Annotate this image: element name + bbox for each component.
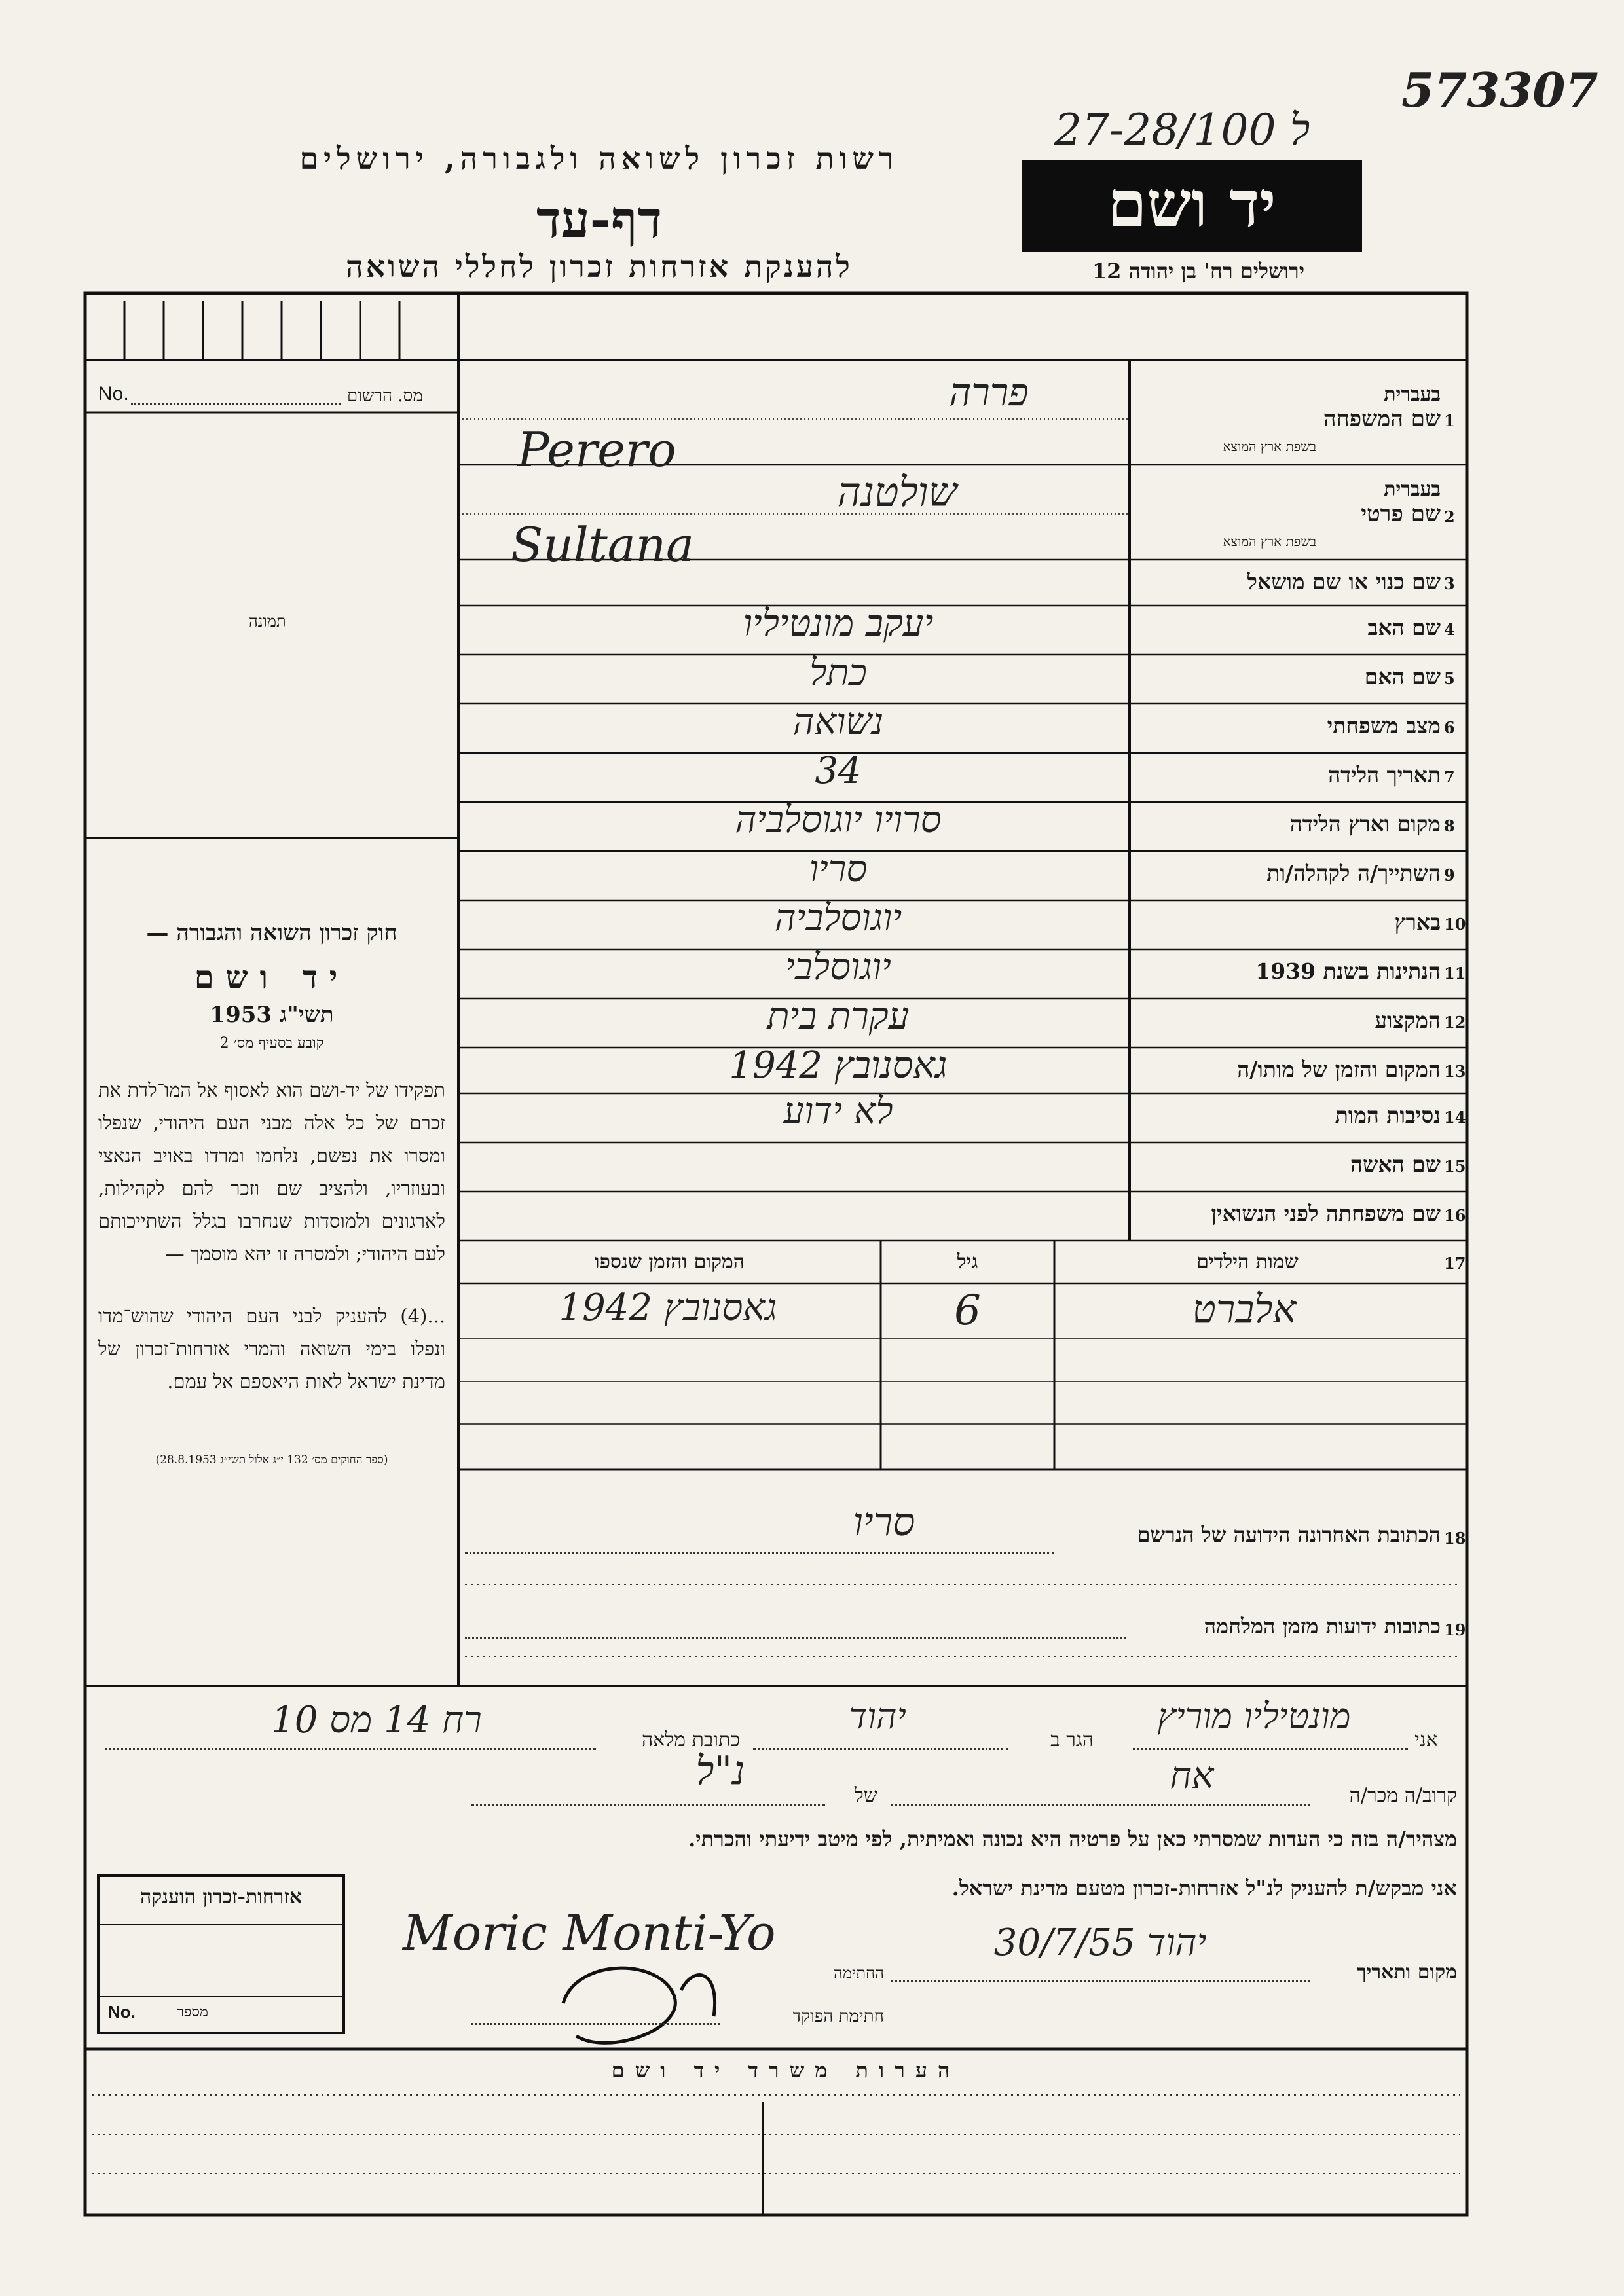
place-date-line — [891, 1980, 1310, 1982]
field-8-label: מקום וארץ הלידה — [1289, 811, 1441, 837]
field-1-number: 1 — [1444, 411, 1455, 430]
field-4-value: יעקב מונטיליו — [743, 602, 934, 645]
archive-number: 573307 — [1401, 62, 1598, 118]
field-3-label: שם כנוי או שם מושאל — [1247, 569, 1441, 594]
field-7-label: תאריך הלידה — [1328, 762, 1441, 788]
of-label: של — [854, 1784, 877, 1807]
official-signature-line — [471, 2023, 720, 2025]
field-19-line — [465, 1637, 1126, 1639]
field-1-value-native: Perero — [517, 422, 676, 477]
field-11-value: יוגוסלבי — [785, 946, 891, 989]
field-14-value: לא ידוע — [783, 1090, 893, 1133]
citizenship-no-en: No. — [108, 2002, 136, 2022]
field-2-label: שם פרטי — [1361, 501, 1441, 527]
relative-value: אח — [1170, 1755, 1214, 1797]
photo-label: תמונה — [249, 612, 286, 630]
field-18-value: סריו — [853, 1499, 915, 1545]
registration-number-label: מס. הרשום — [347, 386, 423, 406]
field-2-hebrew-sub: בעברית — [1384, 478, 1441, 501]
registration-no-en: No. — [98, 383, 129, 405]
field-19-number: 19 — [1444, 1620, 1466, 1639]
field-1-hebrew-sub: בעברית — [1384, 383, 1441, 406]
field-2-value-native: Sultana — [511, 517, 694, 572]
logo-address: ירושלים רח' בן יהודה 12 — [1092, 259, 1305, 283]
law-heading: חוק זכרון השואה והגבורה — — [146, 920, 397, 946]
field-6-value: נשואה — [792, 701, 884, 743]
field-15-number: 15 — [1444, 1157, 1466, 1176]
form-subtitle: להענקת אזרחות זכרון לחללי השואה — [346, 249, 853, 284]
field-9-label: השתייך/ה לקהלה/ות — [1266, 860, 1441, 886]
field-12-label: המקצוע — [1375, 1008, 1441, 1033]
full-address-value: רח 14 מס 10 — [271, 1699, 482, 1741]
field-13-number: 13 — [1444, 1062, 1466, 1081]
children-age-header: גיל — [957, 1250, 978, 1273]
field-15-label: שם האשה — [1350, 1152, 1441, 1177]
field-3-number: 3 — [1444, 574, 1455, 593]
request-text: אני מבקש/ת להעניק לנ"ל אזרחות-זכרון מטעם מדינת ישראל. — [951, 1876, 1457, 1901]
law-year: תשי"ג 1953 — [210, 1002, 334, 1028]
field-10-value: יוגוסלביה — [774, 897, 902, 939]
field-17-number: 17 — [1444, 1254, 1466, 1273]
registration-number-field — [131, 403, 341, 405]
field-18-number: 18 — [1444, 1529, 1466, 1548]
field-16-label: שם משפחתה לפני הנשואין — [1211, 1201, 1441, 1226]
of-value: נ"ל — [695, 1748, 745, 1794]
signature-label: החתימה — [834, 1964, 884, 1982]
place-date-label: מקום ותאריך — [1356, 1961, 1457, 1984]
field-10-label: בארץ — [1394, 909, 1441, 935]
field-14-label: נסיבות המות — [1335, 1102, 1441, 1128]
law-text: תפקידו של יד-ושם הוא לאסוף אל המו־לדת את זכרם של כל אלה מבני העם היהודי, שנפלו ומסרו את נפשם, נלחמו ומרדו באויב הנאצי ובעוזריו, ולהציב שם וזכר להם לקהילות, לארגונים ולמוסדות שנחרבו בגלל השתייכותם לעם היהודי; ולמסרה זו יהא מוסמך — — [98, 1079, 445, 1265]
declaration-i-label: אני — [1414, 1728, 1438, 1751]
child-1-age: 6 — [954, 1286, 981, 1335]
law-citation: (ספר החוקים מס׳ 132 י״ג אלול תשי״ג 28.8.1953) — [155, 1453, 388, 1467]
field-7-value: 34 — [815, 750, 862, 792]
field-7-number: 7 — [1444, 767, 1455, 786]
form-title: דף-עד — [536, 190, 662, 249]
field-2-value-hebrew: שולטנה — [837, 468, 957, 516]
field-8-number: 8 — [1444, 816, 1455, 835]
field-11-label: הנתינות בשנת 1939 — [1255, 958, 1441, 984]
field-6-label: מצב משפחתי — [1327, 713, 1441, 738]
field-12-number: 12 — [1444, 1013, 1466, 1032]
field-18-label: הכתובת האחרונה הידועה של הנרשם — [1137, 1522, 1441, 1547]
authority-name: רשות זכרון לשואה ולגבורה, ירושלים — [299, 141, 899, 176]
field-11-number: 11 — [1444, 964, 1466, 983]
field-19-label: כתובות ידועות מזמן המלחמה — [1204, 1614, 1441, 1639]
full-address-line — [105, 1748, 596, 1750]
field-9-number: 9 — [1444, 866, 1455, 884]
field-18-line — [465, 1552, 1054, 1554]
field-4-label: שם האב — [1367, 615, 1441, 640]
of-line — [471, 1804, 825, 1806]
law-name: יד ושם — [194, 959, 350, 996]
law-text-clause-4: ...(4) להעניק לבני העם היהודי שהוש־מדו ונפלו בימי השואה והמרי אזרחות־זכרון של מדינת ישראל לאות היאספם אל עמם. — [98, 1305, 445, 1393]
citizenship-number-label: מספר — [177, 2004, 208, 2020]
law-section: קובע בסעיף מס׳ 2 — [219, 1035, 324, 1051]
resides-label: הגר ב — [1050, 1728, 1094, 1751]
relative-line — [891, 1804, 1310, 1806]
declaration-text: מצהיר/ה בזה כי העדות שמסרתי כאן על פרטיה היא נכונה ואמיתית, לפי מיטב ידיעתי והכרתי. — [688, 1827, 1457, 1851]
yad-vashem-logo: יד ושם — [1107, 167, 1276, 241]
declarant-name-line — [1133, 1748, 1408, 1750]
field-13-value: גאסנובץ 1942 — [729, 1044, 948, 1087]
field-6-number: 6 — [1444, 718, 1455, 737]
children-place-header: המקום והזמן שנספו — [594, 1250, 745, 1273]
field-14-number: 14 — [1444, 1108, 1466, 1127]
field-1-label: שם המשפחה — [1323, 406, 1441, 432]
citizenship-box-title: אזרחות-זכרון הוענקה — [139, 1886, 303, 1908]
field-5-label: שם האם — [1364, 664, 1441, 689]
field-1-value-hebrew: פררה — [949, 370, 1029, 414]
file-reference: 27-28/100 ל — [1054, 105, 1310, 155]
full-address-label: כתובת מלאה — [642, 1728, 740, 1751]
place-date-value: יהוד 30/7/55 — [993, 1922, 1207, 1964]
field-5-value: כתל — [809, 651, 867, 694]
field-8-value: סרויו יוגוסלביה — [735, 799, 942, 841]
official-signature-label: חתימת הפוקד — [792, 2007, 884, 2026]
relative-label: קרוב/ה מכר/ה — [1349, 1784, 1457, 1807]
field-10-number: 10 — [1444, 915, 1466, 934]
declarant-name: מונטיליו מוריץ — [1157, 1696, 1351, 1737]
remarks-title: הערות משרד יד ושם — [611, 2058, 961, 2083]
field-2-native-sub: בשפת ארץ המוצא — [1223, 534, 1316, 549]
field-9-value: סריו — [809, 848, 868, 890]
child-1-place: גאסנובץ 1942 — [559, 1286, 777, 1329]
field-2-number: 2 — [1444, 507, 1455, 526]
declarant-signature: Moric Monti-Yo — [403, 1905, 776, 1961]
field-4-number: 4 — [1444, 620, 1455, 639]
field-5-number: 5 — [1444, 669, 1455, 688]
resides-value: יהוד — [849, 1696, 906, 1737]
field-1-native-sub: בשפת ארץ המוצא — [1223, 439, 1316, 454]
field-16-number: 16 — [1444, 1206, 1466, 1225]
field-13-label: המקום והזמן של מותו/ה — [1237, 1057, 1441, 1082]
field-12-value: עקרת בית — [767, 995, 910, 1038]
child-1-name: אלברט — [1192, 1286, 1297, 1332]
children-names-header: שמות הילדים — [1196, 1250, 1299, 1273]
